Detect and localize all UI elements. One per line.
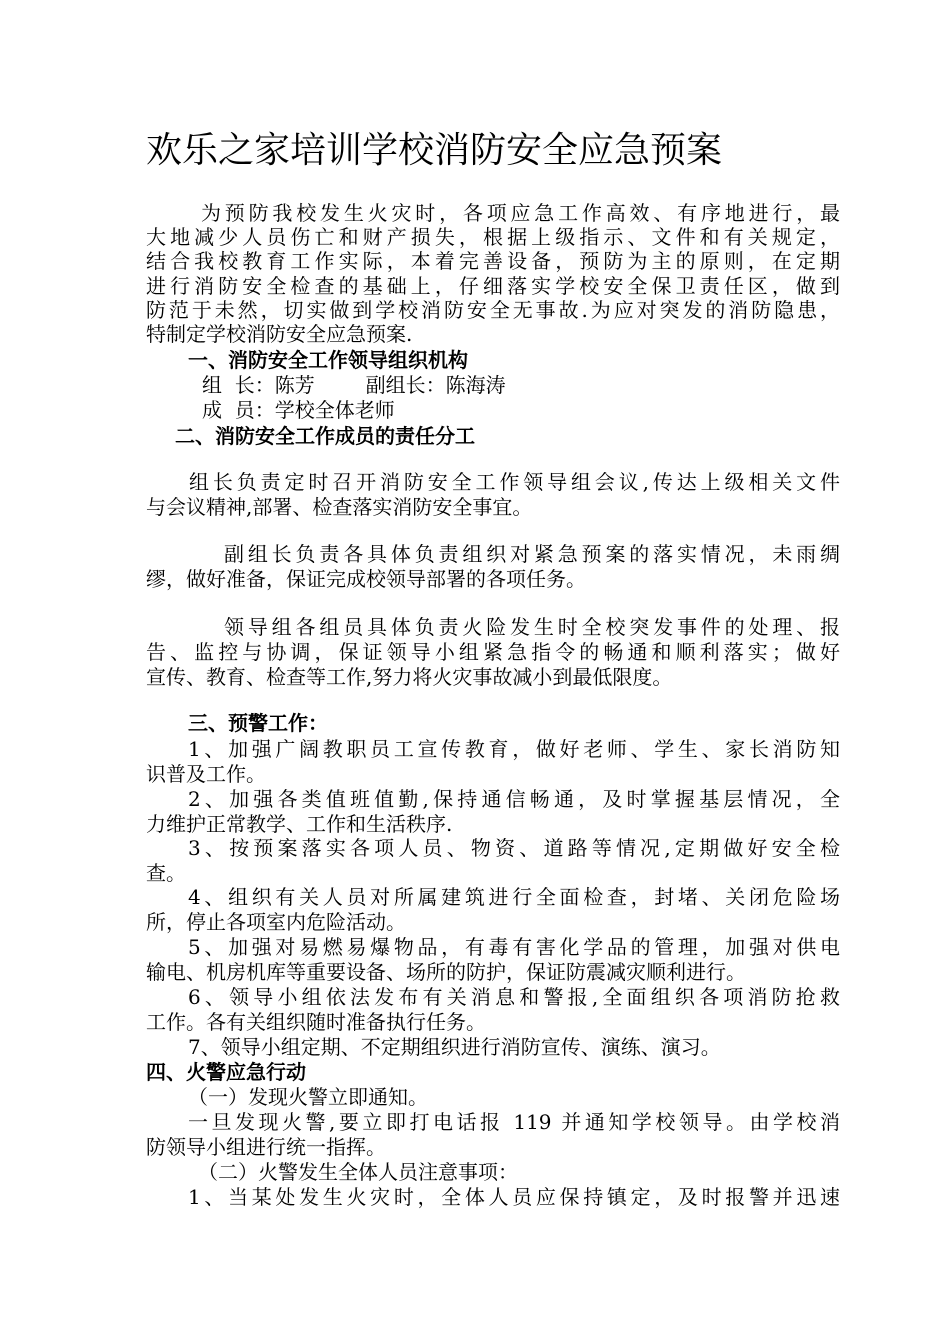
leader-line: 组 长：陈芳 副组长：陈海涛 — [202, 373, 506, 397]
list-item: 2、加强各类值班值勤,保持通信畅通，及时掌握基层情况，全 — [188, 787, 840, 811]
intro-line: 特制定学校消防安全应急预案. — [146, 322, 413, 346]
paragraph-line: 领导组各组员具体负责火险发生时全校突发事件的处理、报 — [224, 615, 840, 639]
list-item-continued: 查。 — [146, 861, 186, 885]
list-item: 5、加强对易燃易爆物品，有毒有害化学品的管理，加强对供电 — [188, 935, 840, 959]
section-heading: 一、消防安全工作领导组织机构 — [188, 348, 468, 372]
intro-line: 结合我校教育工作实际，本着完善设备，预防为主的原则，在定期 — [146, 249, 840, 273]
subsection-heading: （二）火警发生全体人员注意事项： — [198, 1160, 518, 1184]
list-item-continued: 力维护正常教学、工作和生活秩序. — [146, 812, 453, 836]
paragraph-line: 宣传、教育、检查等工作,努力将火灾事故减小到最低限度。 — [146, 665, 673, 689]
list-item-continued: 工作。各有关组织随时准备执行任务。 — [146, 1010, 486, 1034]
list-item-continued: 所，停止各项室内危险活动。 — [146, 910, 406, 934]
members-line: 成 员：学校全体老师 — [202, 398, 395, 422]
document-title: 欢乐之家培训学校消防安全应急预案 — [146, 130, 723, 171]
section-heading: 四、火警应急行动 — [146, 1060, 306, 1084]
intro-line: 进行消防安全检查的基础上，仔细落实学校安全保卫责任区，做到 — [146, 274, 840, 298]
paragraph-line: 组长负责定时召开消防安全工作领导组会议,传达上级相关文件 — [189, 470, 840, 494]
list-item: 1、加强广阔教职员工宣传教育，做好老师、学生、家长消防知 — [188, 737, 840, 761]
subsection-heading: （一）发现火警立即通知。 — [188, 1085, 428, 1109]
list-item-continued: 输电、机房机库等重要设备、场所的防护，保证防震减灾顺利进行。 — [146, 960, 746, 984]
list-item: 4、组织有关人员对所属建筑进行全面检查，封堵、关闭危险场 — [188, 885, 840, 909]
paragraph-line: 副组长负责各具体负责组织对紧急预案的落实情况，未雨绸 — [224, 542, 840, 566]
list-item: 1、当某处发生火灾时，全体人员应保持镇定，及时报警并迅速 — [188, 1185, 840, 1209]
paragraph-line: 缪，做好准备，保证完成校领导部署的各项任务。 — [146, 567, 586, 591]
paragraph-line: 与会议精神,部署、检查落实消防安全事宜。 — [146, 495, 533, 519]
paragraph-line: 一旦发现火警,要立即打电话报 119 并通知学校领导。由学校消 — [188, 1110, 840, 1134]
paragraph-line: 防领导小组进行统一指挥。 — [146, 1135, 386, 1159]
list-item-continued: 识普及工作。 — [146, 762, 266, 786]
intro-line: 防范于未然，切实做到学校消防安全无事故.为应对突发的消防隐患， — [146, 298, 840, 322]
list-item: 7、领导小组定期、不定期组织进行消防宣传、演练、演习。 — [188, 1035, 721, 1059]
section-heading: 二、消防安全工作成员的责任分工 — [175, 424, 475, 448]
intro-line: 大地减少人员伤亡和财产损失，根据上级指示、文件和有关规定， — [146, 225, 840, 249]
paragraph-line: 告、监控与协调，保证领导小组紧急指令的畅通和顺利落实；做好 — [146, 640, 840, 664]
intro-line: 为预防我校发生火灾时，各项应急工作高效、有序地进行，最 — [201, 201, 840, 225]
list-item: 6、领导小组依法发布有关消息和警报,全面组织各项消防抢救 — [188, 985, 840, 1009]
list-item: 3、按预案落实各项人员、物资、道路等情况,定期做好安全检 — [188, 836, 840, 860]
section-heading: 三、预警工作： — [188, 711, 328, 735]
